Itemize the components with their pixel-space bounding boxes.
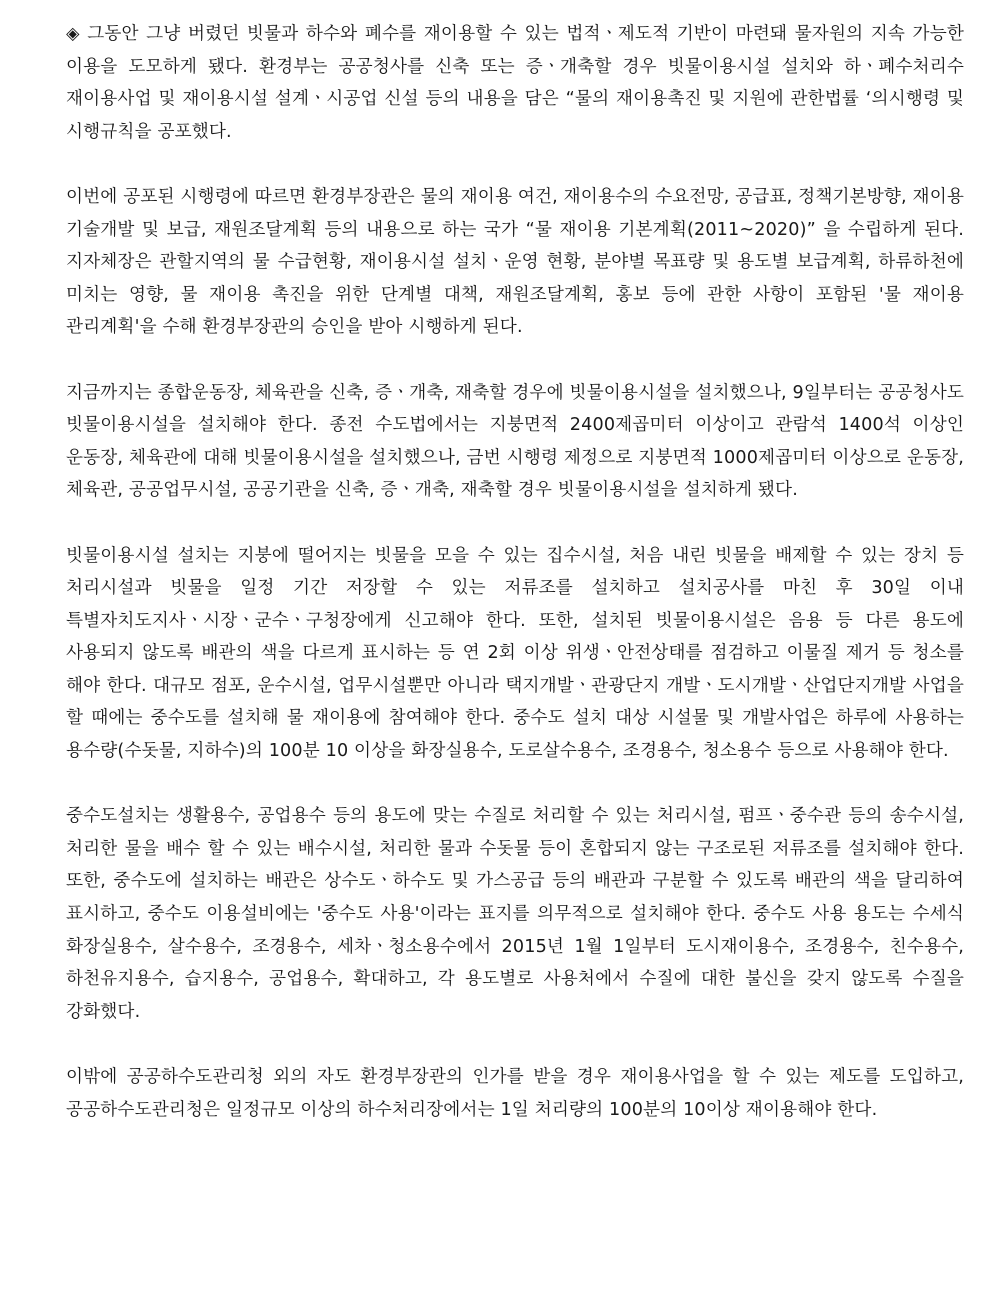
paragraph-intro: ◈ 그동안 그냥 버렸던 빗물과 하수와 폐수를 재이용할 수 있는 법적ㆍ제도적 기반이 마련돼 물자원의 지속 가능한 이용을 도모하게 됐다. 환경부는 공공청사를 신축 또는 증ㆍ개축할 경우 빗물이용시설 설치와 하ㆍ폐수처리수 재이용사업 및 재이용시설 설계ㆍ시공업 신설 등의 내용을 담은 “물의 재이용촉진 및 지원에 관한법률 ‘의시행령 및 시행규칙을 공포했다. xyxy=(66,24,964,142)
paragraph-basic-plan: 이번에 공포된 시행령에 따르면 환경부장관은 물의 재이용 여건, 재이용수의 수요전망, 공급표, 정책기본방향, 재이용 기술개발 및 보급, 재원조달계획 등의 내용으로 하는 국가 “물 재이용 기본계획(2011~2020)” 을 수립하게 된다. 지자체장은 관할지역의 물 수급현황, 재이용시설 설치ㆍ운영 현황, 분야별 목표량 및 용도별 보급계획, 하류하천에 미치는 영향, 물 재이용 촉진을 위한 단계별 대책, 재원조달계획, 홍보 등에 관한 사항이 포함된 '물 재이용 관리계획'을 수해 환경부장관의 승인을 받아 시행하게 된다. xyxy=(66,186,964,338)
paragraph-rainwater-installation: 빗물이용시설 설치는 지붕에 떨어지는 빗물을 모을 수 있는 집수시설, 처음 내린 빗물을 배제할 수 있는 장치 등 처리시설과 빗물을 일정 기간 저장할 수 있는 저류조를 설치하고 설치공사를 마친 후 30일 이내 특별자치도지사ㆍ시장ㆍ군수ㆍ구청장에게 신고해야 한다. 또한, 설치된 빗물이용시설은 음용 등 다른 용도에 사용되지 않도록 배관의 색을 다르게 표시하는 등 연 2회 이상 위생ㆍ안전상태를 점검하고 이물질 제거 등 청소를 해야 한다. 대규모 점포, 운수시설, 업무시설뿐만 아니라 택지개발ㆍ관광단지 개발ㆍ도시개발ㆍ산업단지개발 사업을 할 때에는 중수도를 설치해 물 재이용에 참여해야 한다. 중수도 설치 대상 시설물 및 개발사업은 하루에 사용하는 용수량(수돗물, 지하수)의 100분 10 이상을 화장실용수, 도로살수용수, 조경용수, 청소용수 등으로 사용해야 한다. xyxy=(66,545,964,762)
paragraph-graywater-installation: 중수도설치는 생활용수, 공업용수 등의 용도에 맞는 수질로 처리할 수 있는 처리시설, 펌프ㆍ중수관 등의 송수시설, 처리한 물을 배수 할 수 있는 배수시설, 처리한 물과 수돗물 등이 혼합되지 않는 구조로된 저류조를 설치해야 한다. 또한, 중수도에 설치하는 배관은 상수도ㆍ하수도 및 가스공급 등의 배관과 구분할 수 있도록 배관의 색을 달리하여 표시하고, 중수도 이용설비에는 '중수도 사용'이라는 표지를 의무적으로 설치해야 한다. 중수도 사용 용도는 수세식 화장실용수, 살수용수, 조경용수, 세차ㆍ청소용수에서 2015년 1월 1일부터 도시재이용수, 조경용수, 친수용수, 하천유지용수, 습지용수, 공업용수, 확대하고, 각 용도별로 사용처에서 수질에 대한 불신을 갖지 않도록 수질을 강화했다. xyxy=(66,806,964,1022)
paragraph-reuse-business: 이밖에 공공하수도관리청 외의 자도 환경부장관의 인가를 받을 경우 재이용사업을 할 수 있는 제도를 도입하고, 공공하수도관리청은 일정규모 이상의 하수처리장에서는 1일 처리량의 100분의 10이상 재이용해야 한다. xyxy=(66,1067,964,1120)
paragraph-rainwater-targets: 지금까지는 종합운동장, 체육관을 신축, 증ㆍ개축, 재축할 경우에 빗물이용시설을 설치했으나, 9일부터는 공공청사도 빗물이용시설을 설치해야 한다. 종전 수도법에서는 지붕면적 2400제곱미터 이상이고 관람석 1400석 이상인 운동장, 체육관에 대해 빗물이용시설을 설치했으나, 금번 시행령 제정으로 지붕면적 1000제곱미터 이상으로 운동장, 체육관, 공공업무시설, 공공기관을 신축, 증ㆍ개축, 재축할 경우 빗물이용시설을 설치하게 됐다. xyxy=(66,382,964,501)
